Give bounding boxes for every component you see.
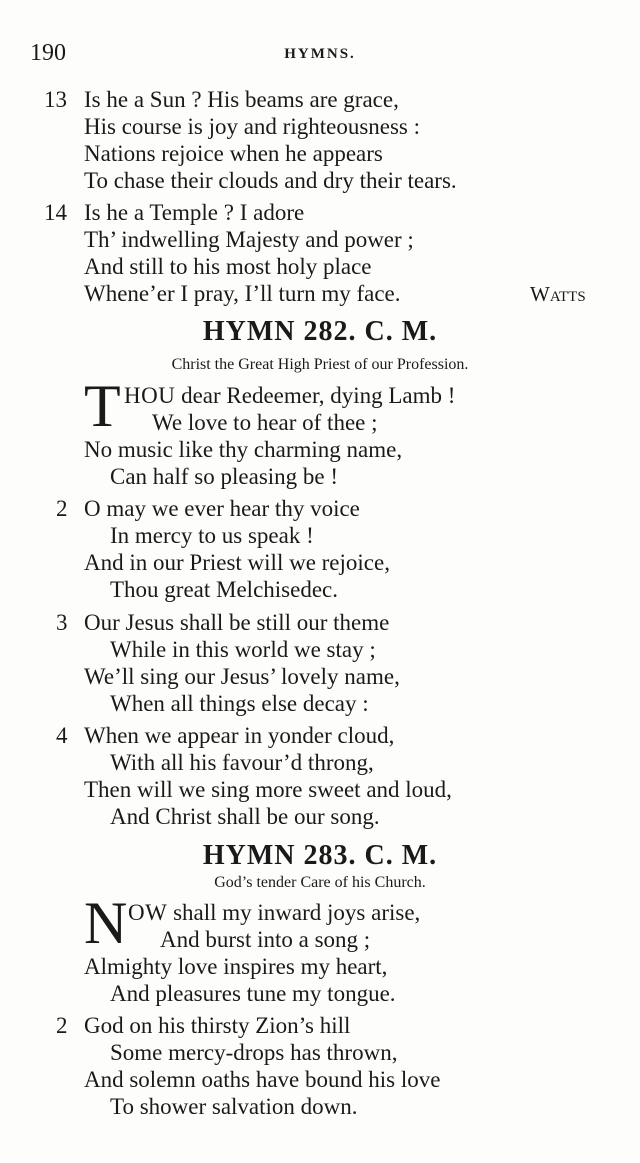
- verse-line: Th’ indwelling Majesty and power ;: [84, 227, 414, 252]
- first-word-caps: OW: [128, 900, 168, 925]
- hymn-subtitle: God’s tender Care of his Church.: [214, 874, 426, 891]
- verse-line: No music like thy charming name,: [84, 437, 403, 462]
- verse-line: Can half so pleasing be !: [110, 464, 339, 489]
- author-attribution: Watts: [530, 282, 586, 306]
- stanza-number: 13: [44, 87, 67, 112]
- verse-line: In mercy to us speak !: [110, 523, 314, 548]
- verse-line: When all things else decay :: [110, 691, 369, 716]
- verse-line: And Christ shall be our song.: [110, 804, 380, 829]
- verse-line: And burst into a song ;: [160, 927, 371, 952]
- stanza-number: 2: [56, 496, 68, 521]
- verse-line: With all his favour’d throng,: [110, 750, 374, 775]
- verse-line: God on his thirsty Zion’s hill: [84, 1013, 351, 1038]
- verse-line: O may we ever hear thy voice: [84, 496, 360, 521]
- verse-line: Almighty love inspires my heart,: [84, 954, 388, 979]
- drop-cap: T: [84, 373, 121, 439]
- verse-line: His course is joy and righteousness :: [84, 114, 421, 139]
- stanza-number: 14: [44, 200, 67, 225]
- page-header: [30, 40, 610, 70]
- verse-line: Our Jesus shall be still our theme: [84, 610, 390, 635]
- verse-line-rest: dear Redeemer, dying Lamb !: [175, 383, 456, 408]
- hymn-title: HYMN 282. C. M.: [202, 316, 438, 347]
- verse-line: And in our Priest will we rejoice,: [84, 550, 390, 575]
- verse-line-rest: shall my inward joys arise,: [167, 900, 421, 925]
- verse-line: Thou great Melchisedec.: [110, 577, 338, 602]
- hymn-subtitle: Christ the Great High Priest of our Profession.: [171, 356, 469, 373]
- verse-line: And pleasures tune my tongue.: [110, 981, 396, 1006]
- first-word-caps: HOU: [124, 383, 176, 408]
- verse-line: Is he a Sun ? His beams are grace,: [84, 87, 399, 112]
- verse-line: We love to hear of thee ;: [152, 410, 378, 435]
- stanza-number: 2: [56, 1013, 68, 1038]
- verse-line: And still to his most holy place: [84, 254, 372, 279]
- verse-line: Some mercy-drops has thrown,: [110, 1040, 398, 1065]
- running-head: HYMNS.: [284, 46, 356, 62]
- verse-line: When we appear in yonder cloud,: [84, 723, 395, 748]
- verse-line: [124, 382, 455, 409]
- stanza-number: 4: [56, 723, 68, 748]
- verse-line: And solemn oaths have bound his love: [84, 1067, 441, 1092]
- page-number: 190: [30, 40, 66, 66]
- verse-line: [128, 899, 420, 926]
- stanza-number: 3: [56, 610, 68, 635]
- verse-line: To shower salvation down.: [110, 1094, 358, 1119]
- verse-line: While in this world we stay ;: [110, 637, 376, 662]
- verse-line: Whene’er I pray, I’ll turn my face.: [84, 281, 401, 306]
- verse-line: Then will we sing more sweet and loud,: [84, 777, 452, 802]
- verse-line: Is he a Temple ? I adore: [84, 200, 305, 225]
- verse-line: We’ll sing our Jesus’ lovely name,: [84, 664, 400, 689]
- verse-line: To chase their clouds and dry their tears.: [84, 168, 457, 193]
- drop-cap: N: [84, 890, 128, 956]
- verse-line: Nations rejoice when he appears: [84, 141, 383, 166]
- hymn-title: HYMN 283. C. M.: [202, 840, 438, 871]
